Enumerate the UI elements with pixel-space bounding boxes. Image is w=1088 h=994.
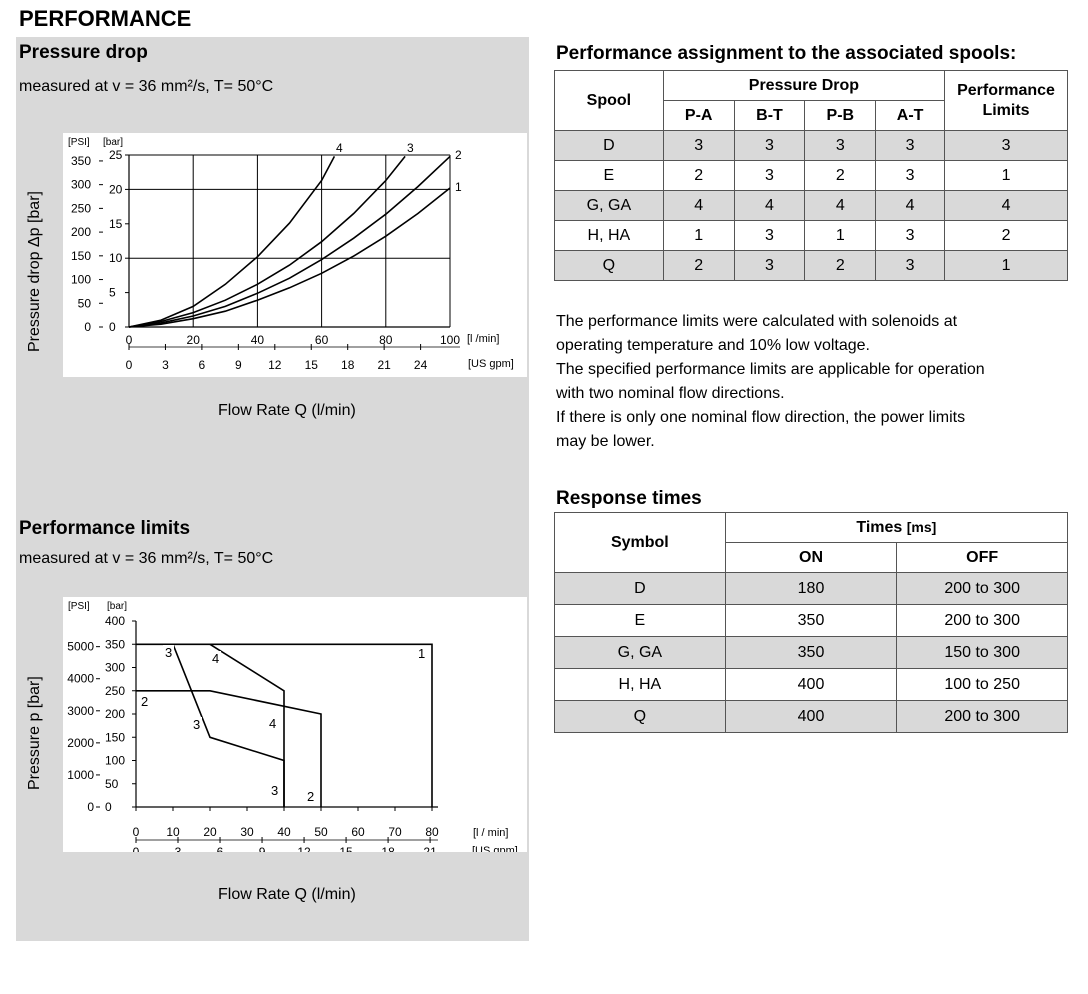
table-cell: 3 <box>876 161 945 191</box>
series-label-3: 3 <box>165 645 173 660</box>
table-cell: 3 <box>876 251 945 281</box>
table-row <box>555 669 1068 701</box>
response-times-table <box>554 512 1068 733</box>
x-tick-label: 0 <box>132 825 140 839</box>
table-cell: 3 <box>805 131 876 161</box>
x-tick-label: 20 <box>203 825 217 839</box>
gpm-tick-label: 15 <box>339 845 353 852</box>
y-tick-label-bar: 200 <box>105 707 126 721</box>
gpm-tick-label: 15 <box>304 358 318 372</box>
table-row <box>555 221 1068 251</box>
note-line: operating temperature and 10% low voltage. <box>556 337 870 354</box>
performance-limits-subtitle: measured at v = 36 mm²/s, T= 50°C <box>19 550 274 567</box>
table-cell: 400 <box>725 669 897 701</box>
gpm-tick-label: 12 <box>297 845 311 852</box>
header-times-label: Times <box>856 518 903 536</box>
response-times-title: Response times <box>556 488 702 509</box>
table-cell: 4 <box>945 191 1068 221</box>
x-tick-label: 40 <box>250 333 265 347</box>
x-tick-label: 50 <box>314 825 328 839</box>
y-tick-label-psi: 250 <box>70 201 91 216</box>
spool-table-title: Performance assignment to the associated spools: <box>556 43 1017 64</box>
table-row <box>555 191 1068 221</box>
table-row <box>555 161 1068 191</box>
series-line-1 <box>129 188 450 327</box>
table-cell: 2 <box>663 251 734 281</box>
table-row <box>555 701 1068 733</box>
table-cell: 200 to 300 <box>897 605 1068 637</box>
series-label-3: 3 <box>271 783 279 798</box>
y-tick-label-psi: 150 <box>70 248 91 263</box>
gpm-tick-label: 9 <box>235 358 242 372</box>
performance-limits-chart <box>63 597 527 852</box>
table-cell: 3 <box>734 251 805 281</box>
table-cell: 4 <box>663 191 734 221</box>
x-tick-label: 40 <box>277 825 291 839</box>
page-title: PERFORMANCE <box>19 6 192 31</box>
y-tick-label-bar: 10 <box>109 251 123 266</box>
x-tick-label: 60 <box>351 825 365 839</box>
table-cell: D <box>555 573 726 605</box>
y-tick-label-psi: 5000 <box>67 639 94 654</box>
header-on: ON <box>725 543 897 573</box>
table-cell: 1 <box>663 221 734 251</box>
pressure-drop-x-axis-title: Flow Rate Q (l/min) <box>218 402 356 419</box>
pressure-drop-chart-area <box>63 133 527 377</box>
performance-limits-title: Performance limits <box>19 518 191 539</box>
table-cell: 2 <box>805 251 876 281</box>
y-tick-label-psi: 50 <box>77 296 91 311</box>
table-cell: E <box>555 161 664 191</box>
y-tick-label-bar: 25 <box>109 148 123 162</box>
y-tick-label-psi: 300 <box>70 177 91 192</box>
table-cell: 4 <box>876 191 945 221</box>
x-unit-lmin: [l / min] <box>473 827 509 839</box>
table-row <box>555 251 1068 281</box>
x-tick-label: 30 <box>240 825 254 839</box>
note-line: The specified performance limits are applicable for operation <box>556 361 985 378</box>
table-row <box>555 573 1068 605</box>
table-cell: 150 to 300 <box>897 637 1068 669</box>
table-row <box>555 605 1068 637</box>
note-line: may be lower. <box>556 433 655 450</box>
x-tick-label: 100 <box>439 333 461 347</box>
x-tick-label: 60 <box>314 333 329 347</box>
gpm-tick-label: 21 <box>377 358 391 372</box>
table-cell: 400 <box>725 701 897 733</box>
spool-assignment-table <box>554 70 1068 281</box>
gpm-tick-label: 12 <box>268 358 282 372</box>
series-label-4: 4 <box>212 651 220 666</box>
table-cell: 200 to 300 <box>897 573 1068 605</box>
y-tick-label-bar: 100 <box>105 753 126 768</box>
table-cell: Q <box>555 251 664 281</box>
table-cell: 3 <box>876 221 945 251</box>
pressure-drop-title: Pressure drop <box>19 42 148 63</box>
performance-limits-x-axis-title: Flow Rate Q (l/min) <box>218 886 356 903</box>
series-label-3: 3 <box>407 141 414 155</box>
table-cell: 3 <box>734 221 805 251</box>
table-cell: Q <box>555 701 726 733</box>
header-p-b: P-B <box>805 101 876 131</box>
y-tick-label-psi: 4000 <box>67 671 94 686</box>
x-tick-label: 80 <box>425 825 439 839</box>
y-tick-label-bar: 5 <box>109 285 116 300</box>
series-line-2 <box>129 156 450 327</box>
table-cell: G, GA <box>555 191 664 221</box>
series-label-1: 1 <box>455 180 462 194</box>
table-cell: 100 to 250 <box>897 669 1068 701</box>
header-times-unit: [ms] <box>906 518 937 535</box>
table-cell: D <box>555 131 664 161</box>
y-tick-label-bar: 15 <box>109 216 123 231</box>
header-b-t: B-T <box>734 101 805 131</box>
series-line-2 <box>136 691 321 807</box>
series-label-3: 3 <box>193 717 201 732</box>
table-cell: 4 <box>734 191 805 221</box>
x-unit-lmin: [l /min] <box>467 333 500 345</box>
gpm-tick-label: 3 <box>162 358 169 372</box>
y-tick-label-bar: 150 <box>105 730 126 745</box>
y-tick-label-bar: 0 <box>109 320 116 334</box>
table-cell: H, HA <box>555 669 726 701</box>
y-tick-label-psi: 0 <box>84 320 91 334</box>
pressure-drop-y-axis-title: Pressure drop Δp [bar] <box>26 191 43 352</box>
series-label-2: 2 <box>455 148 462 162</box>
x-unit-gpm: [US gpm] <box>468 358 514 370</box>
table-row <box>555 637 1068 669</box>
header-symbol: Symbol <box>555 513 726 573</box>
table-cell: 3 <box>734 131 805 161</box>
gpm-tick-label: 18 <box>381 845 395 852</box>
table-cell: 2 <box>663 161 734 191</box>
y-unit-psi: [PSI] <box>68 601 90 612</box>
table-cell: 1 <box>945 251 1068 281</box>
y-tick-label-bar: 0 <box>105 800 112 814</box>
table-cell: G, GA <box>555 637 726 669</box>
gpm-tick-label: 21 <box>423 845 437 852</box>
y-unit-psi: [PSI] <box>68 137 90 148</box>
table-cell: 1 <box>945 161 1068 191</box>
series-line-4 <box>129 156 334 327</box>
note-line: with two nominal flow directions. <box>556 385 785 402</box>
header-spool: Spool <box>555 71 664 131</box>
y-tick-label-psi: 0 <box>87 800 94 814</box>
x-tick-label: 0 <box>125 333 133 347</box>
series-label-1: 1 <box>418 646 426 661</box>
note-line: If there is only one nominal flow direction, the power limits <box>556 409 966 426</box>
performance-notes <box>556 310 1076 454</box>
table-cell: 2 <box>805 161 876 191</box>
pressure-drop-subtitle: measured at v = 36 mm²/s, T= 50°C <box>19 78 274 95</box>
table-cell: 3 <box>945 131 1068 161</box>
table-cell: 350 <box>725 637 897 669</box>
y-tick-label-bar: 20 <box>109 182 123 197</box>
series-label-2: 2 <box>307 789 315 804</box>
header-p-a: P-A <box>663 101 734 131</box>
y-tick-label-psi: 3000 <box>67 703 94 718</box>
y-unit-bar: [bar] <box>103 137 124 148</box>
x-tick-label: 80 <box>379 333 393 347</box>
table-cell: 3 <box>663 131 734 161</box>
gpm-tick-label: 6 <box>198 358 206 372</box>
table-cell: 200 to 300 <box>897 701 1068 733</box>
note-line: The performance limits were calculated with solenoids at <box>556 313 958 330</box>
y-tick-label-psi: 200 <box>70 225 91 240</box>
series-label-4: 4 <box>269 716 277 731</box>
series-line-3 <box>129 156 405 327</box>
table-row <box>555 131 1068 161</box>
gpm-tick-label: 0 <box>132 845 140 852</box>
x-unit-gpm: [US gpm] <box>472 845 518 852</box>
gpm-tick-label: 3 <box>174 845 182 852</box>
y-unit-bar: [bar] <box>107 601 128 612</box>
header-performance-limits: Performance Limits <box>945 71 1068 131</box>
table-cell: 1 <box>805 221 876 251</box>
header-times <box>725 513 1067 543</box>
table-cell: 350 <box>725 605 897 637</box>
table-cell: 180 <box>725 573 897 605</box>
table-cell: H, HA <box>555 221 664 251</box>
table-cell: 3 <box>734 161 805 191</box>
table-cell: 2 <box>945 221 1068 251</box>
y-tick-label-bar: 400 <box>105 614 126 628</box>
y-tick-label-bar: 50 <box>105 776 119 791</box>
pressure-drop-chart <box>63 133 527 377</box>
series-label-4: 4 <box>336 141 343 155</box>
y-tick-label-bar: 300 <box>105 660 126 675</box>
y-tick-label-psi: 2000 <box>67 735 94 750</box>
y-tick-label-bar: 350 <box>105 637 126 652</box>
x-tick-label: 10 <box>166 825 180 839</box>
gpm-tick-label: 24 <box>413 358 428 372</box>
gpm-tick-label: 6 <box>216 845 224 852</box>
series-label-2: 2 <box>141 694 149 709</box>
header-pressure-drop: Pressure Drop <box>663 71 944 101</box>
table-cell: 4 <box>805 191 876 221</box>
y-tick-label-psi: 350 <box>70 153 91 168</box>
header-a-t: A-T <box>876 101 945 131</box>
y-tick-label-bar: 250 <box>105 683 126 698</box>
y-tick-label-psi: 1000 <box>67 767 94 782</box>
gpm-tick-label: 9 <box>258 845 266 852</box>
table-cell: E <box>555 605 726 637</box>
gpm-tick-label: 0 <box>125 358 133 372</box>
performance-limits-y-axis-title: Pressure p [bar] <box>26 676 43 790</box>
header-off: OFF <box>897 543 1068 573</box>
x-tick-label: 70 <box>388 825 402 839</box>
gpm-tick-label: 18 <box>341 358 355 372</box>
table-cell: 3 <box>876 131 945 161</box>
y-tick-label-psi: 100 <box>70 272 91 287</box>
performance-limits-chart-area <box>63 597 527 852</box>
x-tick-label: 20 <box>186 333 200 347</box>
